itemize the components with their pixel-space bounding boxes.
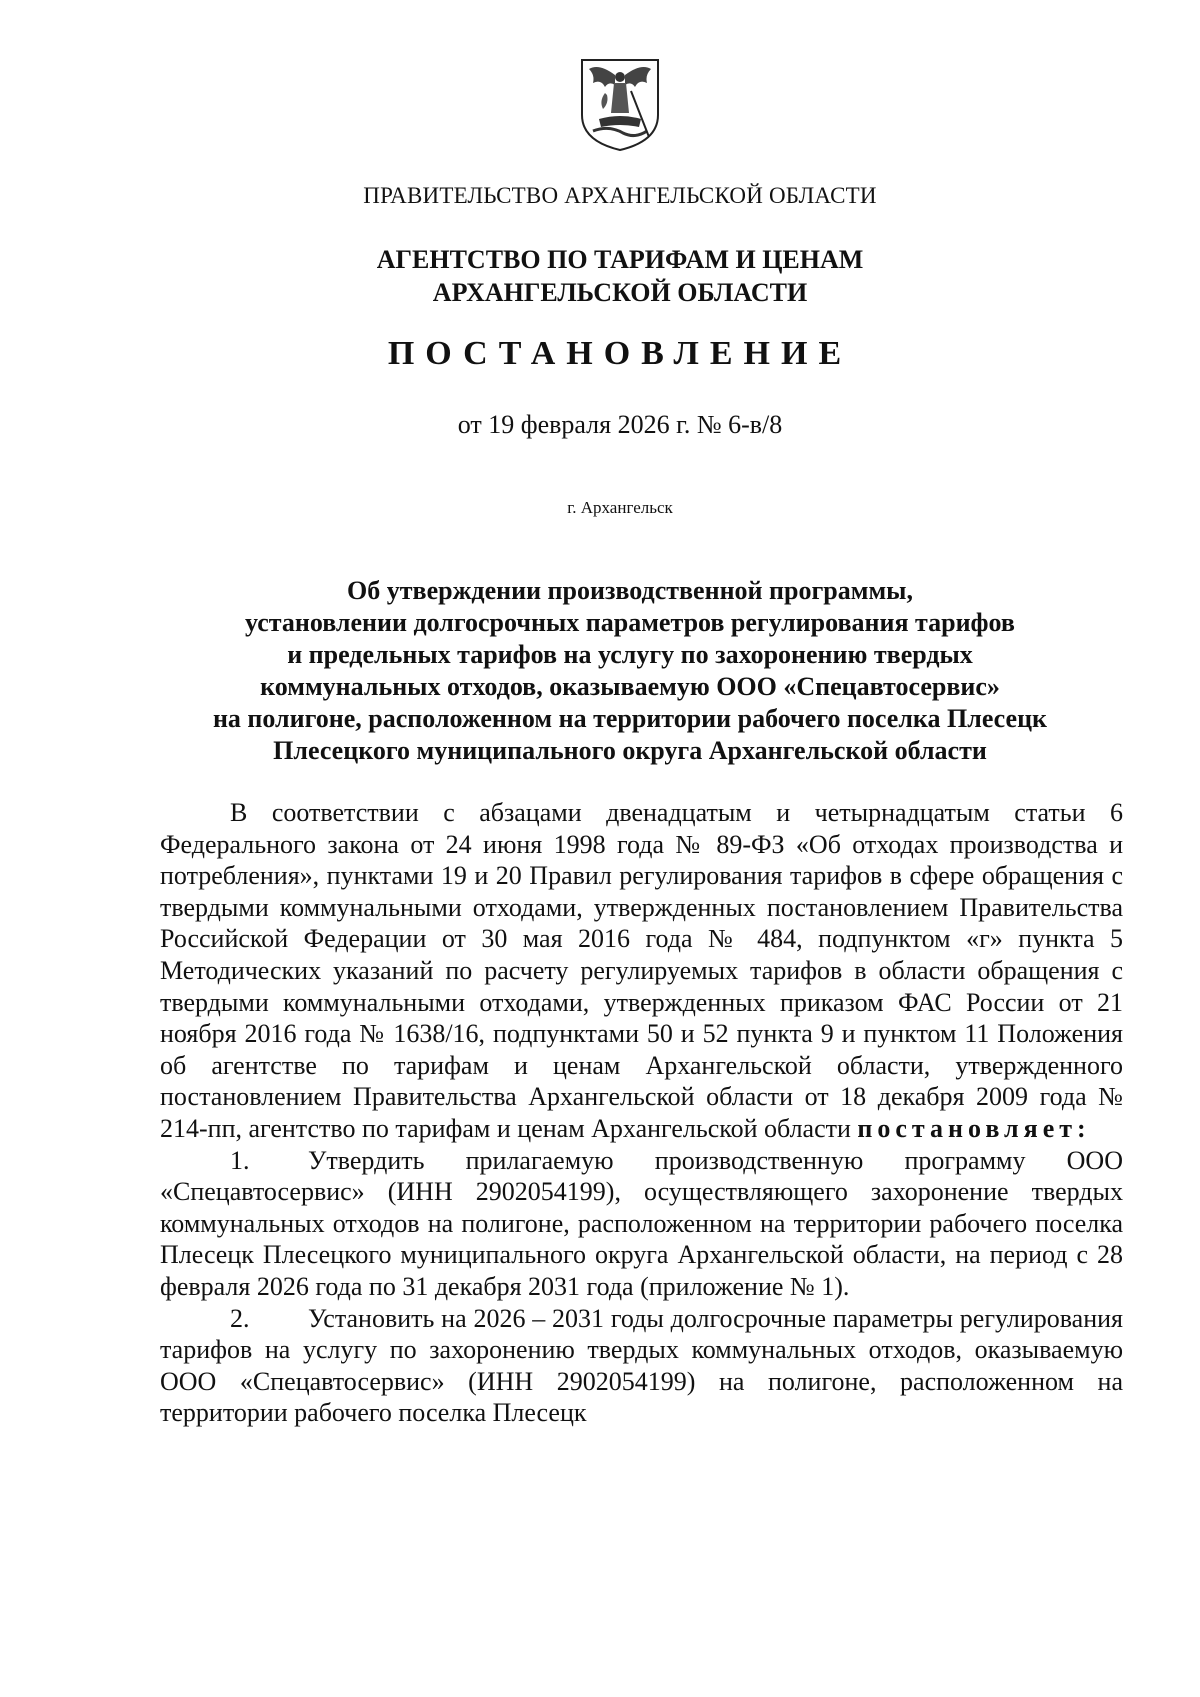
coat-of-arms-emblem [579, 57, 661, 153]
date-and-number: от 19 февраля 2026 г. № 6-в/8 [457, 410, 783, 439]
resolves-word: постановляет: [857, 1113, 1091, 1143]
decree-item-2 [160, 1303, 1123, 1429]
document-body [160, 797, 1123, 1429]
government-name: ПРАВИТЕЛЬСТВО АРХАНГЕЛЬСКОЙ ОБЛАСТИ [363, 183, 877, 208]
item-text: Установить на 2026 – 2031 годы долгосрочные параметры регулирования тарифов на услугу по захоронению твердых коммунальных отходов, оказываемую ООО «Спецавтосервис» (ИНН 2902054199) на полигоне, расположенном на территории рабочего поселка Плесецк [160, 1303, 1123, 1428]
decree-item-1 [160, 1145, 1123, 1303]
subject-line-4: коммунальных отходов, оказываемую ООО «Спецавтосервис» [260, 672, 1000, 701]
agency-name-line-2: АРХАНГЕЛЬСКОЙ ОБЛАСТИ [432, 278, 808, 307]
agency-name-line-1: АГЕНТСТВО ПО ТАРИФАМ И ЦЕНАМ [376, 245, 864, 274]
subject-line-2: установлении долгосрочных параметров регулирования тарифов [245, 608, 1015, 637]
item-text: Утвердить прилагаемую производственную программу ООО «Спецавтосервис» (ИНН 2902054199), осуществляющего захоронение твердых коммунальных отходов на полигоне, расположенном на территории рабочего поселка Плесецк Плесецкого муниципального округа Архангельской области, на период с 28 февраля 2026 года по 31 декабря 2031 года (приложение № 1). [160, 1145, 1123, 1301]
subject-line-6: Плесецкого муниципального округа Архангельской области [273, 736, 987, 765]
decree-items-list [160, 1145, 1123, 1429]
item-number: 1. [230, 1145, 250, 1175]
city-name: г. Архангельск [567, 498, 673, 517]
subject-line-1: Об утверждении производственной программы, [347, 576, 913, 605]
document-subject-title [170, 575, 1090, 767]
subject-line-3: и предельных тарифов на услугу по захоронению твердых [287, 640, 973, 669]
preamble-paragraph [160, 797, 1123, 1145]
item-number: 2. [230, 1303, 250, 1333]
agency-name [0, 243, 1200, 309]
document-type-title: ПОСТАНОВЛЕНИЕ [387, 335, 853, 372]
preamble-text: В соответствии с абзацами двенадцатым и четырнадцатым статьи 6 Федерального закона от 24 июня 1998 года № 89-ФЗ «Об отходах производства и потребления», пунктами 19 и 20 Правил регулирования тарифов в сфере обращения с твердыми коммунальными отходами, утвержденных постановлением Правительства Российской Федерации от 30 мая 2016 года № 484, подпунктом «г» пункта 5 Методических указаний по расчету регулируемых тарифов в области обращения с твердыми коммунальными отходами, утвержденных приказом ФАС России от 21 ноября 2016 года № 1638/16, подпунктами 50 и 52 пункта 9 и пунктом 11 Положения об агентстве по тарифам и ценам Архангельской области, утвержденного постановлением Правительства Архангельской области от 18 декабря 2009 года № 214-пп, агентство по тарифам и ценам Архангельской области [160, 798, 1123, 1143]
subject-line-5: на полигоне, расположенном на территории рабочего поселка Плесецк [212, 704, 1048, 733]
